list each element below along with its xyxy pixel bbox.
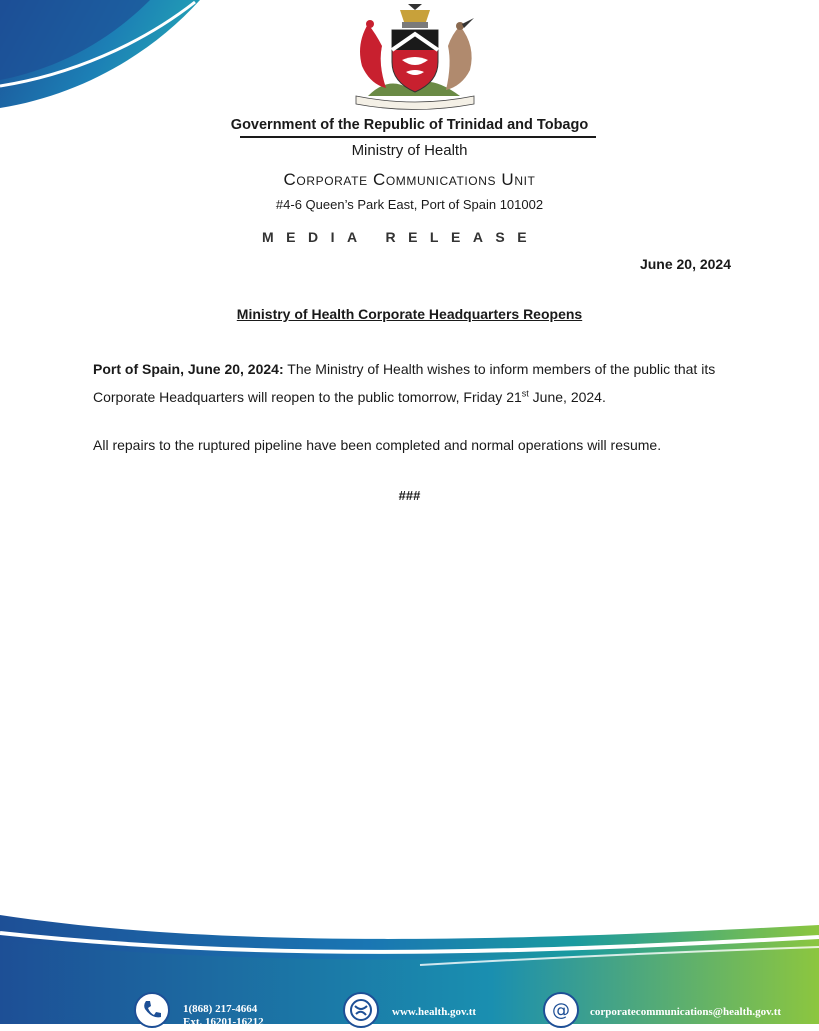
paragraph-1-text: The Ministry of Health wishes to inform members of the public that its Corporate Headquarters will reopen to the public tomorrow, Friday 21 [93, 361, 716, 405]
phone-number: 1(868) 217-4664 [183, 1003, 258, 1015]
release-date: June 20, 2024 [639, 256, 731, 272]
ordinal-suffix: st [521, 388, 529, 399]
coat-of-arms-crest [348, 4, 482, 112]
header-swoosh [0, 0, 260, 115]
phone-extension: Ext. 16201-16212 [183, 1016, 264, 1028]
globe-icon [343, 992, 379, 1028]
government-title: Government of the Republic of Trinidad and Tobago [230, 117, 589, 133]
unit-name: Corporate Communications Unit [283, 170, 536, 189]
at-sign-icon [543, 992, 579, 1028]
svg-text:@: @ [552, 1000, 570, 1021]
body-paragraph-1 [93, 355, 743, 411]
phone-icon [134, 992, 170, 1028]
website-link[interactable]: www.health.gov.tt [392, 1006, 477, 1018]
office-address: #4-6 Queen’s Park East, Port of Spain 101002 [275, 197, 544, 212]
dateline: Port of Spain, June 20, 2024: [93, 361, 284, 377]
title-underline [240, 136, 596, 138]
body-paragraph-2: All repairs to the ruptured pipeline have been completed and normal operations will resume. [93, 437, 662, 453]
release-type-label: MEDIA RELEASE [262, 229, 540, 245]
ministry-name: Ministry of Health [351, 142, 468, 159]
paragraph-1-end: June, 2024. [528, 389, 606, 405]
email-link[interactable]: corporatecommunications@health.gov.tt [590, 1006, 782, 1018]
end-mark: ### [398, 488, 421, 503]
release-headline: Ministry of Health Corporate Headquarters Reopens [236, 306, 583, 322]
